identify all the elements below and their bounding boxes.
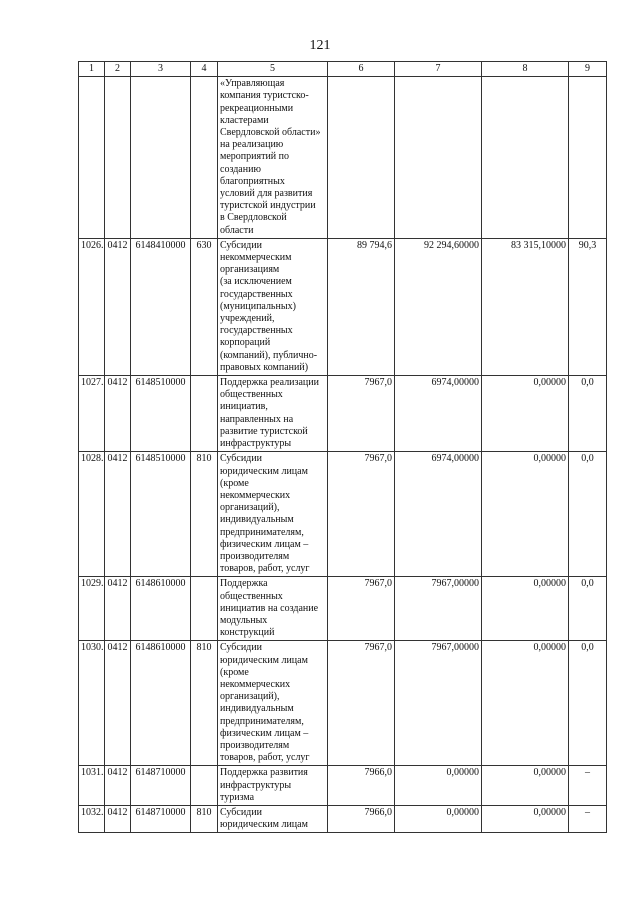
description-line: инфраструктуры — [220, 438, 292, 450]
table-row — [79, 376, 607, 452]
description-line: предпринимателям, — [220, 715, 304, 727]
cell-target-code: 6148710000 — [131, 805, 191, 832]
description-line: условий для развития — [220, 188, 313, 200]
cell-empty — [569, 77, 607, 239]
description-line: производителям — [220, 550, 290, 562]
cell-plan-amount: 7966,0 — [328, 766, 395, 806]
cell-description — [218, 641, 328, 766]
cell-expense-kind — [191, 376, 218, 452]
cell-expense-kind — [191, 766, 218, 806]
cell-executed-amount: 0,00000 — [482, 452, 569, 577]
page-number: 121 — [309, 38, 331, 53]
cell-description — [218, 238, 328, 375]
table-body — [79, 77, 607, 833]
description-line: государственных — [220, 325, 293, 337]
cell-executed-amount: 0,00000 — [482, 766, 569, 806]
description-line: развитие туристской — [220, 425, 308, 437]
cell-empty — [191, 77, 218, 239]
cell-description — [218, 376, 328, 452]
cell-empty — [79, 77, 105, 239]
continuation-row — [79, 77, 607, 239]
cell-expense-kind: 810 — [191, 452, 218, 577]
description-line: Субсидии — [220, 453, 262, 465]
cell-executed-amount: 0,00000 — [482, 577, 569, 641]
description-line: Субсидии — [220, 239, 262, 251]
cell-expense-kind — [191, 577, 218, 641]
description-line: индивидуальным — [220, 703, 294, 715]
cell-section-code: 0412 — [105, 641, 131, 766]
description-line: (муниципальных) — [220, 300, 296, 312]
cell-refined-amount: 7967,00000 — [395, 577, 482, 641]
description-line: (кроме — [220, 477, 249, 489]
description-line: созданию — [220, 163, 261, 175]
cell-section-code: 0412 — [105, 452, 131, 577]
table-row — [79, 641, 607, 766]
description-line: туристской индустрии — [220, 200, 316, 212]
description-line: (кроме — [220, 666, 249, 678]
column-header: 3 — [131, 62, 191, 77]
cell-target-code: 6148510000 — [131, 376, 191, 452]
table-row — [79, 577, 607, 641]
cell-refined-amount: 6974,00000 — [395, 452, 482, 577]
description-line: Субсидии — [220, 642, 262, 654]
cell-expense-kind: 810 — [191, 641, 218, 766]
table-row — [79, 766, 607, 806]
cell-refined-amount: 6974,00000 — [395, 376, 482, 452]
cell-percent: 0,0 — [569, 376, 607, 452]
cell-refined-amount: 7967,00000 — [395, 641, 482, 766]
description-line: предпринимателям, — [220, 526, 304, 538]
description-line: компания туристско- — [220, 90, 309, 102]
description-line: физическим лицам – — [220, 727, 309, 739]
description-line: (компаний), публично- — [220, 349, 318, 361]
description-line: юридическим лицам — [220, 465, 308, 477]
description-line: Свердловской области» — [220, 127, 321, 139]
description-line: (за исключением — [220, 276, 292, 288]
description-line: туризма — [220, 791, 255, 803]
cell-executed-amount: 0,00000 — [482, 376, 569, 452]
cell-plan-amount: 7967,0 — [328, 452, 395, 577]
description-line: организаций), — [220, 502, 280, 514]
cell-refined-amount: 0,00000 — [395, 766, 482, 806]
cell-executed-amount: 83 315,10000 — [482, 238, 569, 375]
description-line: общественных — [220, 590, 283, 602]
cell-percent: 0,0 — [569, 577, 607, 641]
cell-executed-amount: 0,00000 — [482, 805, 569, 832]
cell-description — [218, 805, 328, 832]
cell-percent: 90,3 — [569, 238, 607, 375]
cell-empty — [328, 77, 395, 239]
description-line: инфраструктуры — [220, 779, 292, 791]
description-line: Поддержка — [220, 578, 268, 590]
cell-executed-amount: 0,00000 — [482, 641, 569, 766]
description-line: индивидуальным — [220, 514, 294, 526]
cell-plan-amount: 7966,0 — [328, 805, 395, 832]
cell-empty — [482, 77, 569, 239]
description-line: благоприятных — [220, 175, 285, 187]
cell-plan-amount: 7967,0 — [328, 577, 395, 641]
column-header: 6 — [328, 62, 395, 77]
description-line: рекреационными — [220, 102, 294, 114]
description-line: некоммерческим — [220, 252, 292, 264]
description-line: инициатив, — [220, 401, 268, 413]
cell-refined-amount: 92 294,60000 — [395, 238, 482, 375]
description-line: государственных — [220, 288, 293, 300]
column-header: 5 — [218, 62, 328, 77]
column-header: 8 — [482, 62, 569, 77]
description-line: организаций), — [220, 691, 280, 703]
cell-section-code: 0412 — [105, 805, 131, 832]
cell-plan-amount: 89 794,6 — [328, 238, 395, 375]
cell-target-code: 6148710000 — [131, 766, 191, 806]
description-line: на реализацию — [220, 139, 284, 151]
table-row — [79, 805, 607, 832]
description-line: в Свердловской — [220, 212, 287, 224]
cell-target-code: 6148510000 — [131, 452, 191, 577]
description-line: юридическим лицам — [220, 819, 308, 831]
cell-section-code: 0412 — [105, 577, 131, 641]
cell-target-code: 6148410000 — [131, 238, 191, 375]
cell-target-code: 6148610000 — [131, 641, 191, 766]
description-line: конструкций — [220, 627, 275, 639]
cell-empty — [395, 77, 482, 239]
table-row — [79, 452, 607, 577]
description-line: модульных — [220, 614, 268, 626]
cell-row-number: 1028. — [79, 452, 105, 577]
description-line: некоммерческих — [220, 678, 291, 690]
column-header: 4 — [191, 62, 218, 77]
cell-row-number: 1032. — [79, 805, 105, 832]
cell-row-number: 1030. — [79, 641, 105, 766]
cell-target-code: 6148610000 — [131, 577, 191, 641]
budget-table — [78, 61, 607, 833]
description-line: организациям — [220, 264, 280, 276]
description-line: некоммерческих — [220, 489, 291, 501]
description-line: товаров, работ, услуг — [220, 752, 310, 764]
cell-empty — [105, 77, 131, 239]
cell-section-code: 0412 — [105, 238, 131, 375]
description-line: производителям — [220, 739, 290, 751]
table-row — [79, 238, 607, 375]
cell-percent: 0,0 — [569, 452, 607, 577]
description-line: учреждений, — [220, 313, 275, 325]
cell-row-number: 1026. — [79, 238, 105, 375]
description-line: кластерами — [220, 114, 269, 126]
description-line: юридическим лицам — [220, 654, 308, 666]
cell-description — [218, 766, 328, 806]
cell-description — [218, 77, 328, 239]
description-line: физическим лицам – — [220, 538, 309, 550]
cell-row-number: 1029. — [79, 577, 105, 641]
description-line: Субсидии — [220, 806, 262, 818]
description-line: «Управляющая — [220, 78, 285, 90]
description-line: мероприятий по — [220, 151, 289, 163]
header-row — [79, 62, 607, 77]
cell-section-code: 0412 — [105, 766, 131, 806]
description-line: области — [220, 224, 254, 236]
description-line: корпораций — [220, 337, 271, 349]
description-line: общественных — [220, 389, 283, 401]
column-header: 1 — [79, 62, 105, 77]
description-line: инициатив на создание — [220, 602, 319, 614]
cell-empty — [131, 77, 191, 239]
column-header: 2 — [105, 62, 131, 77]
cell-description — [218, 577, 328, 641]
cell-section-code: 0412 — [105, 376, 131, 452]
column-header: 9 — [569, 62, 607, 77]
description-line: правовых компаний) — [220, 361, 309, 373]
description-line: товаров, работ, услуг — [220, 563, 310, 575]
cell-percent: – — [569, 766, 607, 806]
description-line: направленных на — [220, 413, 294, 425]
cell-percent: 0,0 — [569, 641, 607, 766]
description-line: Поддержка реализации — [220, 377, 319, 389]
cell-description — [218, 452, 328, 577]
cell-row-number: 1027. — [79, 376, 105, 452]
cell-plan-amount: 7967,0 — [328, 376, 395, 452]
cell-plan-amount: 7967,0 — [328, 641, 395, 766]
cell-percent: – — [569, 805, 607, 832]
cell-row-number: 1031. — [79, 766, 105, 806]
description-line: Поддержка развития — [220, 767, 308, 779]
column-header: 7 — [395, 62, 482, 77]
cell-expense-kind: 810 — [191, 805, 218, 832]
cell-expense-kind: 630 — [191, 238, 218, 375]
cell-refined-amount: 0,00000 — [395, 805, 482, 832]
